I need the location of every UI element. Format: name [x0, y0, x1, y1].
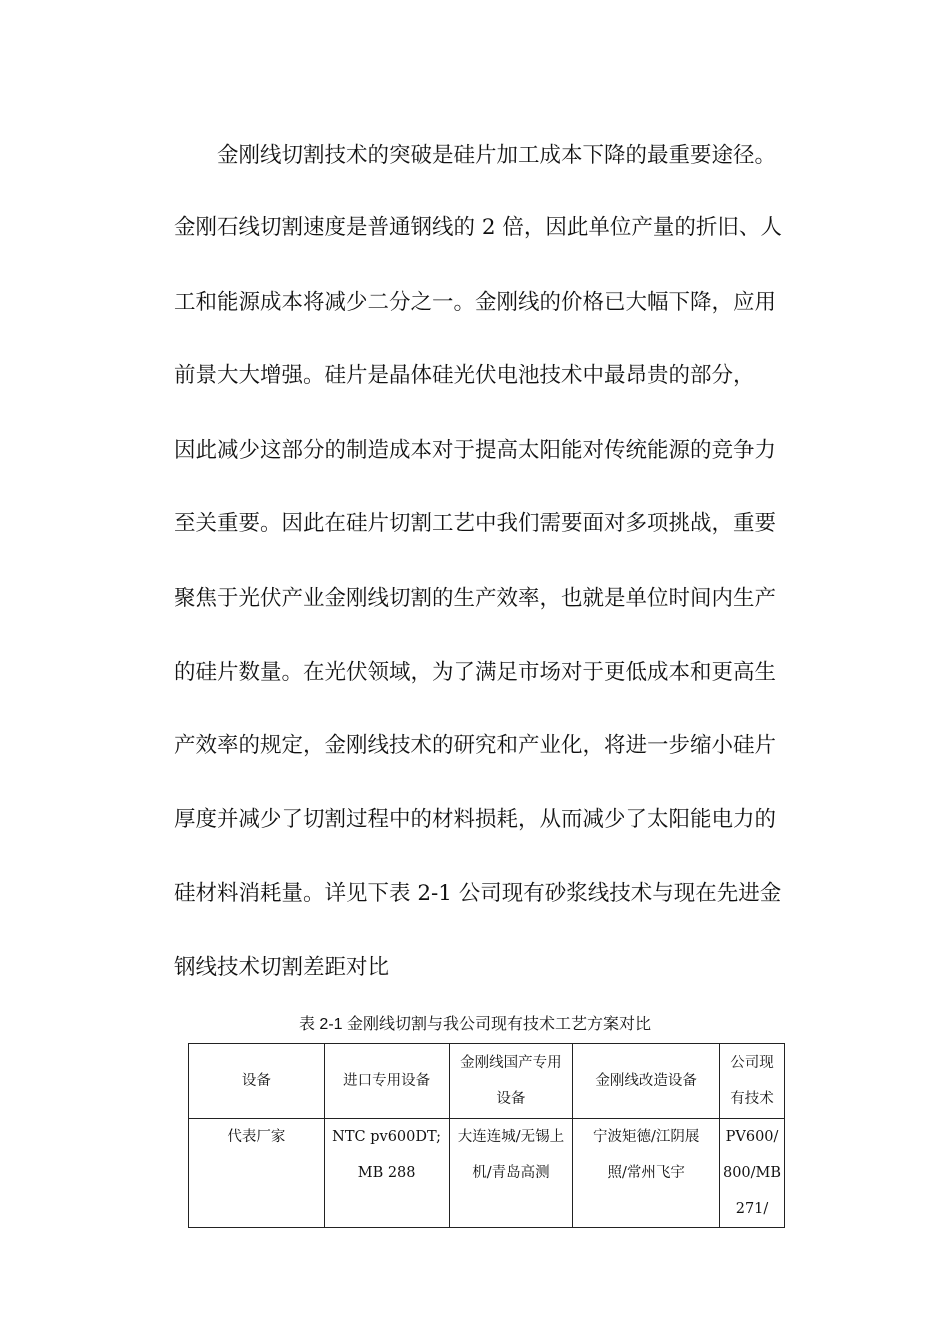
table-row: [189, 1119, 785, 1228]
paragraph-line: 因此减少这部分的制造成本对于提高太阳能对传统能源的竞争力: [174, 438, 777, 463]
paragraph-line: 产效率的规定，金刚线技术的研究和产业化，将进一步缩小硅片: [174, 733, 777, 758]
table-cell: 大连连城/无锡上机/青岛高测: [449, 1119, 573, 1228]
table-cell: 宁波矩德/江阴展照/常州飞宇: [573, 1119, 720, 1228]
paragraph-line: 至关重要。因此在硅片切割工艺中我们需要面对多项挑战，重要: [174, 511, 777, 536]
paragraph-line: 前景大大增强。硅片是晶体硅光伏电池技术中最昂贵的部分，: [174, 363, 755, 388]
table-header-row: [189, 1044, 785, 1119]
paragraph-line: 的硅片数量。在光伏领域，为了满足市场对于更低成本和更高生: [174, 660, 777, 685]
table-cell: NTC pv600DT;MB 288: [324, 1119, 449, 1228]
paragraph-line: 金刚线切割技术的突破是硅片加工成本下降的最重要途径。: [174, 143, 777, 168]
paragraph-line: 金刚石线切割速度是普通钢线的 2 倍，因此单位产量的折旧、人: [174, 215, 782, 240]
comparison-table: [188, 1043, 785, 1228]
header-cell: 设备: [189, 1044, 325, 1119]
paragraph-line: 厚度并减少了切割过程中的材料损耗，从而减少了太阳能电力的: [174, 807, 777, 832]
header-cell: 金刚线改造设备: [573, 1044, 720, 1119]
table-cell: PV600/800/MB271/: [720, 1119, 785, 1228]
table-cell: 代表厂家: [189, 1119, 325, 1228]
paragraph-line: 聚焦于光伏产业金刚线切割的生产效率，也就是单位时间内生产: [174, 586, 777, 611]
header-cell: 进口专用设备: [324, 1044, 449, 1119]
paragraph-line: 钢线技术切割差距对比: [174, 955, 390, 980]
paragraph-line: 工和能源成本将减少二分之一。金刚线的价格已大幅下降，应用: [174, 290, 777, 315]
table-caption: 表 2-1 金刚线切割与我公司现有技术工艺方案对比: [298, 1016, 652, 1033]
header-cell: 金刚线国产专用设备: [449, 1044, 573, 1119]
header-cell: 公司现有技术: [720, 1044, 785, 1119]
paragraph-line: 硅材料消耗量。详见下表 2-1 公司现有砂浆线技术与现在先进金: [174, 881, 782, 906]
